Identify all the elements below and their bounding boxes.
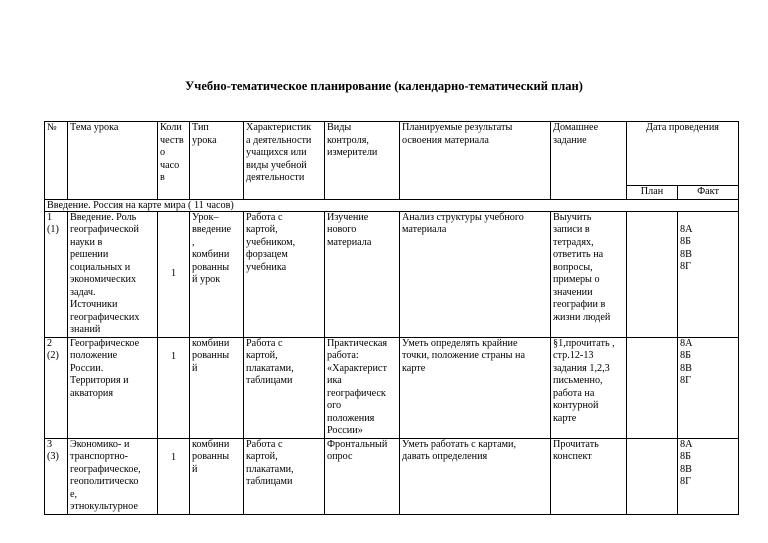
class-label: 8Б <box>680 451 691 462</box>
header-plan: План <box>627 186 678 200</box>
row-type: Урок– введение , комбини рованны й урок <box>190 211 244 337</box>
class-label: 8В <box>680 248 692 260</box>
row-topic: Экономико- и транспортно- географическое, геополитическо е, этнокультурное <box>68 438 158 514</box>
row-num: 2 (2) <box>45 337 68 438</box>
header-homework: Домашнее задание <box>551 122 627 200</box>
table-row <box>45 211 739 337</box>
row-type: комбини рованны й <box>190 438 244 514</box>
row-topic: Введение. Роль географической науки в решении социальных и экономических задач. Источники географических знаний <box>68 211 158 337</box>
header-results: Планируемые результаты освоения материала <box>400 122 551 200</box>
class-label: 8А <box>680 438 693 450</box>
class-label: 8Б <box>680 350 691 361</box>
row-topic: Географическое положение России. Территория и акватория <box>68 337 158 438</box>
class-label: 8Г <box>680 476 691 487</box>
row-num: 3 (3) <box>45 438 68 514</box>
header-activity: Характеристик а деятельности учащихся или виды учебной деятельности <box>244 122 325 200</box>
class-label: 8Б <box>680 236 691 247</box>
header-hours: Коли честв о часо в <box>158 122 190 200</box>
row-control: Фронтальный опрос <box>325 438 400 514</box>
row-activity: Работа с картой, плакатами, таблицами <box>244 438 325 514</box>
row-results: Уметь работать с картами, давать определения <box>400 438 551 514</box>
row-plan <box>627 438 678 514</box>
row-classes <box>678 211 739 337</box>
row-homework: §1,прочитать , стр.12-13 задания 1,2,3 письменно, работа на контурной карте <box>551 337 627 438</box>
header-type: Тип урока <box>190 122 244 200</box>
row-hours: 1 <box>158 337 190 438</box>
row-classes <box>678 337 739 438</box>
row-homework: Прочитать конспект <box>551 438 627 514</box>
row-hours: 1 <box>158 211 190 337</box>
row-activity: Работа с картой, учебником, форзацем учебника <box>244 211 325 337</box>
row-control: Изучение нового материала <box>325 211 400 337</box>
class-label: 8А <box>680 223 693 235</box>
row-hours: 1 <box>158 438 190 514</box>
header-date: Дата проведения <box>627 122 739 186</box>
header-control: Виды контроля, измерители <box>325 122 400 200</box>
row-type: комбини рованны й <box>190 337 244 438</box>
row-activity: Работа с картой, плакатами, таблицами <box>244 337 325 438</box>
row-num: 1 (1) <box>45 211 68 337</box>
class-label: 8А <box>680 337 693 349</box>
class-label: 8Г <box>680 375 691 386</box>
header-row <box>45 122 739 186</box>
row-classes <box>678 438 739 514</box>
row-plan <box>627 211 678 337</box>
planning-table <box>44 121 739 515</box>
section-title: Введение. Россия на карте мира ( 11 часов) <box>45 199 739 211</box>
table-row <box>45 337 739 438</box>
row-results: Анализ структуры учебного материала <box>400 211 551 337</box>
page-title: Учебно-тематическое планирование (календарно-тематический план) <box>185 79 583 93</box>
class-label: 8В <box>680 463 692 475</box>
table-row <box>45 438 739 514</box>
row-homework: Выучить записи в тетрадях, ответить на вопросы, примеры о значении географии в жизни людей <box>551 211 627 337</box>
row-plan <box>627 337 678 438</box>
header-topic: Тема урока <box>68 122 158 200</box>
header-fact: Факт <box>678 186 739 200</box>
class-label: 8В <box>680 362 692 374</box>
row-control: Практическая работа: «Характерист ика географическ ого положения России» <box>325 337 400 438</box>
header-num: № <box>45 122 68 200</box>
class-label: 8Г <box>680 261 691 272</box>
section-row <box>45 199 739 211</box>
row-results: Уметь определять крайние точки, положение страны на карте <box>400 337 551 438</box>
